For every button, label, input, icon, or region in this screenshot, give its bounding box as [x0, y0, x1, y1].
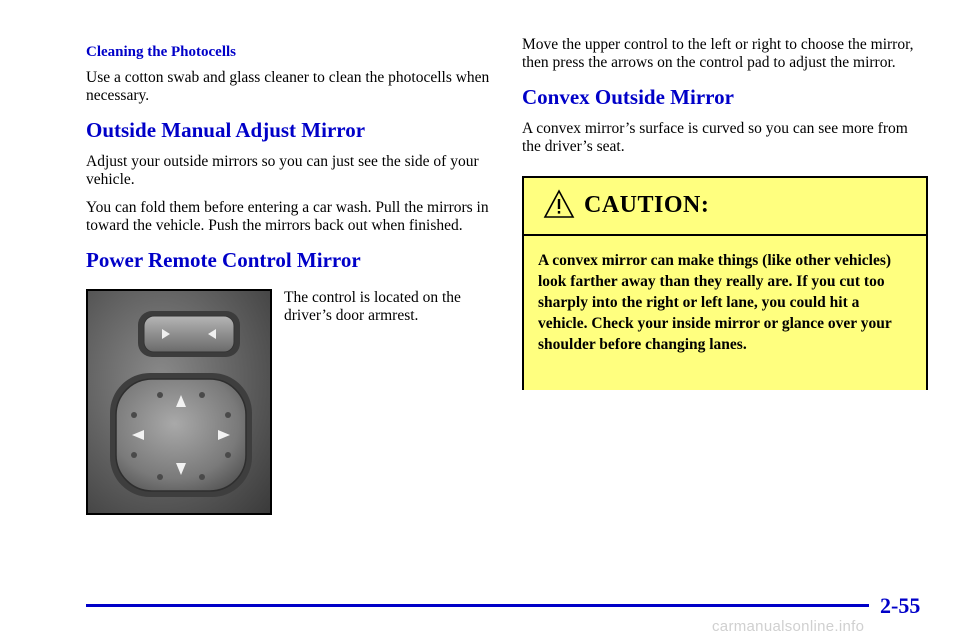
- paragraph-fold-mirrors: You can fold them before entering a car wash. Pull the mirrors in toward the vehicle. Push the mirrors back out when finished.: [86, 199, 489, 234]
- photo-row: [86, 289, 494, 519]
- mirror-control-illustration: [88, 291, 270, 513]
- subheading-cleaning-photocells: Cleaning the Photocells: [86, 44, 236, 60]
- mirror-control-photo: [86, 289, 272, 515]
- footer-rule: [86, 604, 869, 607]
- heading-outside-manual-mirror: Outside Manual Adjust Mirror: [86, 118, 366, 142]
- page-number: 2-55: [880, 593, 921, 618]
- heading-power-remote-mirror: Power Remote Control Mirror: [86, 248, 361, 272]
- heading-convex-mirror: Convex Outside Mirror: [522, 85, 734, 109]
- paragraph-photocells: Use a cotton swab and glass cleaner to clean the photocells when necessary.: [86, 69, 490, 104]
- left-column: [86, 36, 494, 519]
- paragraph-move-control: Move the upper control to the left or right to choose the mirror, then press the arrows on the control pad to adjust the mirror.: [522, 36, 914, 71]
- caution-box: [522, 176, 928, 390]
- paragraph-adjust-mirrors: Adjust your outside mirrors so you can just see the side of your vehicle.: [86, 153, 479, 188]
- watermark-text: carmanualsonline.info: [712, 618, 865, 635]
- caution-header: [524, 178, 926, 236]
- caution-title: CAUTION:: [584, 192, 710, 218]
- selector-switch: [144, 316, 234, 352]
- right-column: [522, 36, 930, 390]
- warning-triangle-icon: [542, 188, 576, 220]
- paragraph-convex-surface: A convex mirror’s surface is curved so you can see more from the driver’s seat.: [522, 120, 908, 155]
- caution-text: A convex mirror can make things (like other vehicles) look farther away than they really are. If you cut too sharply into the right or left lane, you could hit a vehicle. Check your inside mirror or glance over your shoulder before changing lanes.: [524, 236, 926, 390]
- photo-caption: The control is located on the driver’s door armrest.: [284, 289, 461, 324]
